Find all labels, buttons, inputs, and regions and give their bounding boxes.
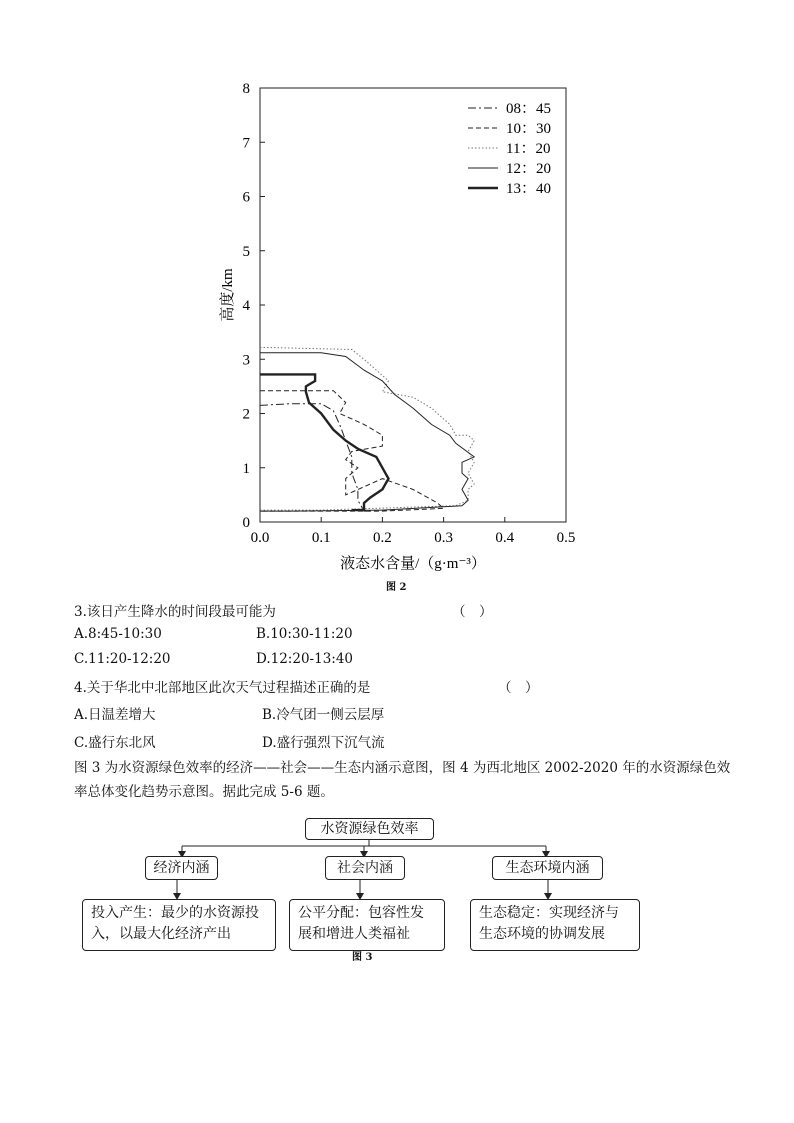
figure3-social-box: 社会内涵 [325, 856, 405, 880]
figure3-social-detail: 公平分配：包容性发展和增进人类福祉 [289, 899, 445, 951]
figure3-economic-box: 经济内涵 [145, 856, 218, 880]
x-tick-label: 0.0 [250, 530, 270, 546]
legend-label-3: 12：20 [506, 161, 552, 177]
legend-label-0: 08：45 [506, 101, 552, 117]
question-4-option-a: A.日温差增大 [74, 707, 156, 723]
figure2-caption: 图 2 [386, 582, 407, 593]
question-4-stem: 4.关于华北中北部地区此次天气过程描述正确的是 [74, 680, 371, 696]
x-axis-label: 液态水含量/（g·m⁻³） [340, 556, 486, 572]
question-4-paren: （ ） [498, 680, 539, 696]
figure3-ecological-detail: 生态稳定：实现经济与生态环境的协调发展 [470, 899, 640, 951]
question-3-option-c: C.11:20-12:20 [74, 651, 171, 667]
y-axis-label: 高度/km [220, 268, 236, 322]
figure3-ecological-box: 生态环境内涵 [492, 856, 603, 880]
question-4-option-b: B.冷气团一侧云层厚 [262, 707, 385, 723]
question-3-option-b: B.10:30-11:20 [256, 626, 353, 642]
legend-label-4: 13：40 [506, 181, 552, 197]
x-tick-label: 0.4 [495, 530, 515, 546]
y-tick-label: 1 [242, 460, 250, 477]
question-4-option-c: C.盛行东北风 [74, 735, 156, 751]
x-tick-label: 0.2 [373, 530, 392, 546]
intro-paragraph: 图 3 为水资源绿色效率的经济——社会——生态内涵示意图，图 4 为西北地区 2002-2020 年的水资源绿色效率总体变化趋势示意图。据此完成 5-6 题。 [74, 760, 731, 800]
y-tick-label: 3 [242, 352, 250, 369]
y-tick-label: 4 [242, 298, 250, 314]
x-tick-label: 0.5 [556, 530, 576, 546]
y-tick-label: 2 [242, 406, 250, 423]
question-3-option-a: A.8:45-10:30 [74, 626, 162, 642]
y-tick-label: 6 [242, 189, 250, 206]
question-3-stem: 3.该日产生降水的时间段最可能为 [74, 604, 276, 620]
y-tick-label: 8 [242, 81, 250, 97]
question-3-option-d: D.12:20-13:40 [256, 651, 354, 667]
question-4-option-d: D.盛行强烈下沉气流 [262, 735, 385, 751]
legend-label-1: 10：30 [506, 121, 552, 137]
legend-label-2: 11：20 [506, 141, 551, 157]
figure3-root-box: 水资源绿色效率 [305, 818, 434, 840]
figure3-caption: 图 3 [352, 952, 373, 963]
x-tick-label: 0.1 [311, 530, 331, 546]
y-tick-label: 5 [242, 243, 250, 260]
y-tick-label: 0 [242, 515, 250, 531]
y-tick-label: 7 [242, 135, 250, 152]
question-3-paren: （ ） [452, 604, 493, 620]
figure3-economic-detail: 投入产生：最少的水资源投入，以最大化经济产出 [82, 899, 276, 951]
x-tick-label: 0.3 [434, 530, 453, 546]
